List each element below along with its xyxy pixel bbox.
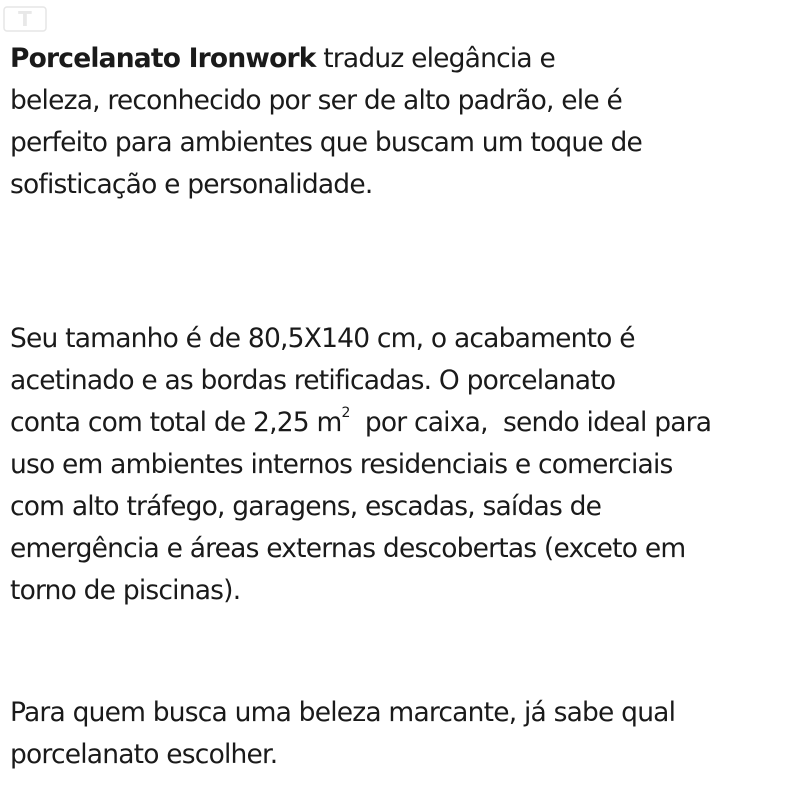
details-line-5: com alto tráfego, garagens, escadas, saídas de — [10, 491, 602, 522]
watermark-letter: T — [18, 7, 32, 31]
intro-line-4: sofisticação e personalidade. — [10, 169, 373, 200]
intro-paragraph — [10, 38, 800, 206]
squared-superscript: 2 — [341, 405, 350, 422]
details-paragraph — [10, 318, 800, 612]
intro-line-1-rest: traduz elegância e — [315, 43, 556, 74]
details-line-3-after: por caixa, sendo ideal para — [349, 407, 712, 438]
watermark-logo — [3, 6, 47, 32]
intro-line-3: perfeito para ambientes que buscam um toque de — [10, 127, 643, 158]
closing-line-2: porcelanato escolher. — [10, 739, 278, 770]
product-name: Porcelanato Ironwork — [10, 43, 316, 74]
details-line-7: torno de piscinas). — [10, 575, 241, 606]
details-line-4: uso em ambientes internos residenciais e comerciais — [10, 449, 673, 480]
details-line-1: Seu tamanho é de 80,5X140 cm, o acabamento é — [10, 323, 635, 354]
intro-line-2: beleza, reconhecido por ser de alto padrão, ele é — [10, 85, 623, 116]
details-line-2: acetinado e as bordas retificadas. O porcelanato — [10, 365, 616, 396]
details-line-6: emergência e áreas externas descobertas (exceto em — [10, 533, 686, 564]
details-line-3 — [10, 402, 800, 444]
details-line-3-before: conta com total de 2,25 m — [10, 407, 342, 438]
intro-line-1 — [10, 38, 800, 80]
closing-line-1: Para quem busca uma beleza marcante, já sabe qual — [10, 697, 676, 728]
closing-paragraph — [10, 692, 800, 776]
